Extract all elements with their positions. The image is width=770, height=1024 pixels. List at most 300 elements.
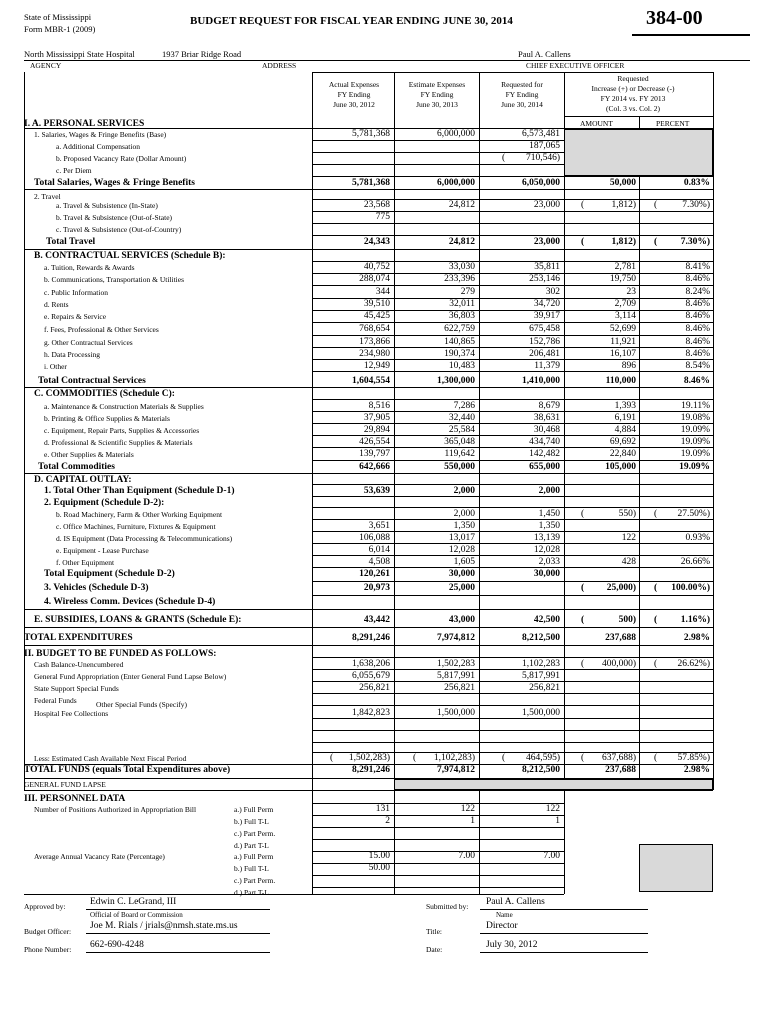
- row-label: E. SUBSIDIES, LOANS & GRANTS (Schedule E):: [34, 615, 242, 625]
- paren-c4: (: [581, 615, 585, 625]
- grid-line: [312, 567, 713, 568]
- submitted-name: Paul A. Callens: [486, 897, 545, 907]
- personnel-cell-c1: 2: [385, 816, 390, 826]
- cell-c4: 110,000: [605, 376, 636, 386]
- shaded-cell: [394, 779, 713, 790]
- cell-c3: 464,595): [525, 753, 560, 763]
- row-label: Total Equipment (Schedule D-2): [44, 569, 175, 579]
- row-label: Hospital Fee Collections: [34, 709, 109, 718]
- row-label: a. Additional Compensation: [56, 142, 140, 151]
- cell-c3: 8,212,500: [522, 633, 560, 643]
- cell-c2: 10,483: [448, 361, 475, 371]
- form-number: 384-00: [646, 7, 703, 29]
- cell-c5: 100.00%): [671, 583, 710, 593]
- row-label: g. Other Contractual Services: [44, 338, 133, 347]
- paren-c5: (: [654, 200, 658, 210]
- row-label: B. CONTRACTUAL SERVICES (Schedule B):: [34, 251, 226, 261]
- cell-c4: 25,000): [606, 583, 636, 593]
- cell-c4: 1,393: [614, 401, 636, 411]
- grid-line: [312, 595, 713, 596]
- cell-c5: 19.09%: [680, 437, 710, 447]
- row-label: 4. Wireless Comm. Devices (Schedule D-4): [44, 597, 216, 607]
- cell-c5: 26.66%: [680, 557, 710, 567]
- cell-c5: 19.08%: [680, 413, 710, 423]
- cell-c1: 40,752: [363, 262, 390, 272]
- cell-c2: 24,812: [448, 200, 475, 210]
- cell-c3: 38,631: [533, 413, 560, 423]
- cell-c2: 2,000: [453, 509, 475, 519]
- grid-line: [312, 399, 713, 400]
- grid-line: [312, 627, 713, 628]
- cell-c3: 206,481: [529, 349, 560, 359]
- cell-c1: 120,261: [359, 569, 390, 579]
- cell-c1: 768,654: [359, 324, 390, 334]
- row-label: II. BUDGET TO BE FUNDED AS FOLLOWS:: [24, 649, 217, 659]
- cell-c1: 53,639: [363, 486, 390, 496]
- grid-line: [24, 645, 313, 646]
- grid-line: [479, 790, 480, 894]
- cell-c2: 43,000: [448, 615, 475, 625]
- personnel-cell-c3: 7.00: [543, 851, 560, 861]
- cell-c2: 1,605: [453, 557, 475, 567]
- cell-c1: 139,797: [359, 449, 390, 459]
- agency-label: AGENCY: [30, 61, 62, 70]
- row-label: Federal Funds: [34, 696, 77, 705]
- grid-line: [312, 827, 564, 828]
- date-value: July 30, 2012: [486, 940, 538, 950]
- grid-line: [564, 116, 713, 117]
- cell-c5: 7.30%): [680, 237, 710, 247]
- personnel-row-label: c.) Part Perm.: [234, 876, 276, 885]
- cell-c3: 39,917: [533, 311, 560, 321]
- grid-line: [312, 839, 564, 840]
- cell-c4: 69,692: [609, 437, 636, 447]
- cell-c3: 42,500: [533, 615, 560, 625]
- grid-line: [312, 335, 713, 336]
- grid-line: [312, 484, 713, 485]
- grid-line: [394, 72, 395, 790]
- cell-c1: 775: [375, 212, 390, 222]
- grid-line: [312, 851, 564, 852]
- row-label: State Support Special Funds: [34, 684, 119, 693]
- grid-line: [312, 359, 713, 360]
- cell-c5: 8.46%: [685, 299, 710, 309]
- paren-c3: (: [502, 153, 506, 163]
- cell-c1: 8,291,246: [352, 765, 390, 775]
- grid-line: [312, 447, 713, 448]
- cell-c4: 3,114: [614, 311, 636, 321]
- grid-line: [312, 285, 713, 286]
- personnel-cell-c3: 1: [555, 816, 560, 826]
- cell-c1: 45,425: [363, 311, 390, 321]
- paren-c4: (: [581, 583, 585, 593]
- cell-c1: 173,866: [359, 337, 390, 347]
- grid-line: [312, 815, 564, 816]
- row-label: d. Professional & Scientific Supplies & Materials: [44, 438, 193, 447]
- grid-line: [312, 435, 713, 436]
- cell-c3: 1,410,000: [522, 376, 560, 386]
- cell-c3: 302: [545, 287, 560, 297]
- cell-c1: 24,343: [363, 237, 390, 247]
- cell-c3: 30,000: [533, 569, 560, 579]
- cell-c3: 34,720: [533, 299, 560, 309]
- grid-line: [564, 790, 565, 894]
- cell-c1: 288,074: [359, 274, 390, 284]
- cell-c5: 8.46%: [685, 349, 710, 359]
- cell-c1: 426,554: [359, 437, 390, 447]
- grid-line: [312, 645, 713, 646]
- phone-label: Phone Number:: [24, 945, 72, 954]
- phone-value: 662-690-4248: [90, 940, 144, 950]
- row-label: c. Travel & Subsistence (Out-of-Country): [56, 225, 182, 234]
- approved-label: Approved by:: [24, 902, 66, 911]
- cell-c4: 11,921: [610, 337, 636, 347]
- row-label: d. Rents: [44, 300, 69, 309]
- cell-c2: 36,803: [448, 311, 475, 321]
- row-label: Total Commodities: [38, 462, 115, 472]
- row-label: GENERAL FUND LAPSE: [24, 780, 106, 789]
- ceo-label: CHIEF EXECUTIVE OFFICER: [526, 61, 625, 70]
- title-label: Title:: [426, 927, 442, 936]
- grid-line: [312, 531, 713, 532]
- cell-c2: 233,396: [444, 274, 475, 284]
- personnel-row-label: b.) Full T-L: [234, 817, 269, 826]
- cell-c4: 237,688: [605, 633, 636, 643]
- cell-c5: 8.54%: [685, 361, 710, 371]
- grid-line: [312, 211, 713, 212]
- row-label: I. A. PERSONAL SERVICES: [24, 119, 145, 129]
- paren-c4: (: [581, 753, 585, 763]
- grid-line: [312, 411, 713, 412]
- paren-c5: (: [654, 583, 658, 593]
- vacancy-label: Average Annual Vacancy Rate (Percentage): [34, 852, 165, 861]
- row-label: TOTAL FUNDS (equals Total Expenditures above): [24, 765, 231, 775]
- cell-c1: 5,781,368: [352, 178, 390, 188]
- personnel-cell-c3: 122: [545, 804, 560, 814]
- cell-c1: 1,842,823: [352, 708, 390, 718]
- cell-c2: 190,374: [444, 349, 475, 359]
- paren-c5: (: [654, 615, 658, 625]
- grid-line: [564, 72, 565, 790]
- row-label: a. Tuition, Rewards & Awards: [44, 263, 135, 272]
- grid-line: [312, 718, 713, 719]
- cell-c2: 7,974,812: [437, 765, 475, 775]
- grid-line: [312, 790, 313, 894]
- grid-line: [312, 693, 713, 694]
- grid-line: [24, 72, 25, 790]
- cell-c5: 19.09%: [679, 462, 710, 472]
- row-label: Less: Estimated Cash Available Next Fiscal Period: [34, 754, 187, 763]
- grid-line: [312, 803, 564, 804]
- cell-c4: 50,000: [609, 178, 636, 188]
- shaded-cell: [564, 129, 713, 176]
- cell-c2: 13,017: [448, 533, 475, 543]
- cell-c3: 253,146: [529, 274, 560, 284]
- cell-c5: 26.62%): [677, 659, 710, 669]
- cell-c1: 20,973: [363, 583, 390, 593]
- submitted-label: Submitted by:: [426, 902, 469, 911]
- other-special-funds-label: Other Special Funds (Specify): [96, 700, 188, 709]
- row-label: f. Other Equipment: [56, 558, 115, 567]
- row-label: e. Repairs & Service: [44, 312, 107, 321]
- personnel-cell-c1: 15.00: [368, 851, 390, 861]
- row-label: c. Per Diem: [56, 166, 92, 175]
- cell-c1: 39,510: [363, 299, 390, 309]
- grid-line: [312, 249, 713, 250]
- col4-header: Requested Increase (+) or Decrease (-) FY 2014 vs. FY 2013 (Col. 3 vs. Col. 2): [591, 74, 675, 113]
- row-label: c. Public Information: [44, 288, 108, 297]
- grid-line: [312, 863, 564, 864]
- cell-c2: 365,048: [444, 437, 475, 447]
- grid-line: [312, 742, 713, 743]
- grid-line: [312, 519, 713, 520]
- grid-line: [312, 235, 713, 236]
- cell-c2: 24,812: [448, 237, 475, 247]
- cell-c5: 8.46%: [685, 324, 710, 334]
- cell-c5: 19.09%: [680, 425, 710, 435]
- row-label: C. COMMODITIES (Schedule C):: [34, 389, 175, 399]
- cell-c4: 428: [621, 557, 636, 567]
- row-label: i. Other: [44, 362, 67, 371]
- grid-line: [639, 116, 640, 790]
- row-label: General Fund Appropriation (Enter General Fund Lapse Below): [34, 672, 227, 681]
- shaded-cell: [639, 844, 713, 892]
- approved-sub: Official of Board or Commission: [90, 911, 183, 919]
- grid-line: [312, 730, 713, 731]
- cell-c2: 256,821: [444, 683, 475, 693]
- amount-header: AMOUNT: [580, 119, 613, 128]
- cell-c1: 344: [375, 287, 390, 297]
- cell-c3: 710,546): [525, 153, 560, 163]
- grid-line: [312, 371, 713, 372]
- cell-c3: 187,065: [529, 141, 560, 151]
- cell-c3: 8,679: [538, 401, 560, 411]
- cell-c3: 30,468: [533, 425, 560, 435]
- cell-c5: 19.09%: [680, 449, 710, 459]
- grid-line: [312, 581, 713, 582]
- cell-c4: 1,812): [611, 200, 636, 210]
- cell-c1: 23,568: [363, 200, 390, 210]
- percent-header: PERCENT: [656, 119, 690, 128]
- paren-c3: (: [502, 753, 506, 763]
- personnel-cell-c2: 122: [460, 804, 475, 814]
- grid-line: [24, 189, 313, 190]
- cell-c1: 4,508: [368, 557, 390, 567]
- row-label: f. Fees, Professional & Other Services: [44, 325, 159, 334]
- cell-c1: 29,894: [363, 425, 390, 435]
- grid-line: [312, 875, 564, 876]
- cell-c2: 1,500,000: [437, 708, 475, 718]
- grid-line: [312, 473, 713, 474]
- cell-c3: 23,000: [533, 200, 560, 210]
- paren-c4: (: [581, 200, 585, 210]
- cell-c3: 2,000: [538, 486, 560, 496]
- cell-c3: 23,000: [533, 237, 560, 247]
- cell-c2: 33,030: [448, 262, 475, 272]
- cell-c5: 19.11%: [681, 401, 710, 411]
- cell-c2: 25,000: [448, 583, 475, 593]
- personnel-cell-c1: 50.00: [368, 863, 390, 873]
- grid-line: [312, 322, 713, 323]
- personnel-title: III. PERSONNEL DATA: [24, 794, 126, 804]
- row-label: 1. Total Other Than Equipment (Schedule D-1): [44, 486, 235, 496]
- title-value: Director: [486, 921, 518, 931]
- personnel-row-label: a.) Full Perm: [234, 805, 274, 814]
- grid-line: [312, 507, 713, 508]
- col3-header: Requested for FY Ending June 30, 2014: [501, 80, 543, 109]
- grid-line: [24, 609, 313, 610]
- row-label: c. Office Machines, Furniture, Fixtures & Equipment: [56, 522, 216, 531]
- cell-c3: 142,482: [529, 449, 560, 459]
- cell-c4: 105,000: [605, 462, 636, 472]
- paren-c5: (: [654, 509, 658, 519]
- budget-officer-label: Budget Officer:: [24, 927, 72, 936]
- submitted-sub: Name: [496, 911, 513, 919]
- cell-c5: 8.41%: [685, 262, 710, 272]
- cell-c4: 23: [626, 287, 636, 297]
- row-label: b. Travel & Subsistence (Out-of-State): [56, 213, 173, 222]
- grid-line: [312, 72, 713, 73]
- cell-c4: 1,812): [611, 237, 636, 247]
- cell-c2: 12,028: [448, 545, 475, 555]
- cell-c2: 1,502,283: [437, 659, 475, 669]
- cell-c4: 400,000): [601, 659, 636, 669]
- cell-c2: 2,000: [453, 486, 475, 496]
- grid-line: [312, 669, 713, 670]
- form-label: Form MBR-1 (2009): [24, 24, 96, 34]
- personnel-row-label: a.) Full Perm: [234, 852, 274, 861]
- cell-c3: 6,573,481: [522, 129, 560, 139]
- grid-line: [312, 657, 713, 658]
- paren-c4: (: [581, 237, 585, 247]
- cell-c5: 27.50%): [677, 509, 710, 519]
- grid-line: [24, 790, 313, 791]
- cell-c4: 19,750: [609, 274, 636, 284]
- grid-line: [312, 347, 713, 348]
- row-label: 3. Vehicles (Schedule D-3): [44, 583, 149, 593]
- cell-c3: 1,102,283: [522, 659, 560, 669]
- cell-c4: 16,107: [609, 349, 636, 359]
- grid-line: [312, 543, 713, 544]
- cell-c1: 1,604,554: [352, 376, 390, 386]
- row-label: e. Equipment - Lease Purchase: [56, 546, 149, 555]
- grid-line: [312, 555, 713, 556]
- grid-line: [24, 778, 313, 779]
- cell-c2: 1,102,283): [433, 753, 475, 763]
- cell-c4: 896: [621, 361, 636, 371]
- cell-c5: 8.46%: [685, 274, 710, 284]
- budget-officer-value: Joe M. Rials / jrials@nmsh.state.ms.us: [90, 921, 238, 931]
- col2-header: Estimate Expenses FY Ending June 30, 2013: [408, 80, 466, 109]
- cell-c2: 32,011: [449, 299, 475, 309]
- col1-header: Actual Expenses FY Ending June 30, 2012: [328, 80, 380, 109]
- cell-c3: 35,811: [534, 262, 560, 272]
- cell-c5: 8.46%: [685, 337, 710, 347]
- cell-c4: 22,840: [609, 449, 636, 459]
- cell-c5: 8.46%: [685, 311, 710, 321]
- cell-c1: 43,442: [363, 615, 390, 625]
- cell-c2: 6,000,000: [437, 178, 475, 188]
- cell-c5: 8.24%: [685, 287, 710, 297]
- cell-c3: 12,028: [533, 545, 560, 555]
- grid-line: [312, 790, 713, 791]
- grid-line: [312, 887, 564, 888]
- cell-c4: 52,699: [609, 324, 636, 334]
- cell-c5: 57.85%): [677, 753, 710, 763]
- grid-line: [312, 189, 713, 190]
- cell-c4: 550): [618, 509, 636, 519]
- cell-c4: 2,709: [614, 299, 636, 309]
- page-title: BUDGET REQUEST FOR FISCAL YEAR ENDING JUNE 30, 2014: [190, 15, 513, 27]
- personnel-row-label: c.) Part Perm.: [234, 829, 276, 838]
- grid-line: [394, 790, 395, 894]
- row-label: 2. Travel: [34, 192, 61, 201]
- cell-c1: 1,502,283): [348, 753, 390, 763]
- cell-c3: 1,350: [538, 521, 560, 531]
- row-label: a. Maintenance & Construction Materials & Supplies: [44, 402, 204, 411]
- grid-line: [312, 705, 713, 706]
- cell-c3: 434,740: [529, 437, 560, 447]
- cell-c1: 37,905: [363, 413, 390, 423]
- grid-line: [312, 423, 713, 424]
- cell-c5: 8.46%: [683, 376, 710, 386]
- row-label: TOTAL EXPENDITURES: [24, 633, 133, 643]
- cell-c5: 7.30%): [682, 200, 710, 210]
- cell-c1: 8,516: [368, 401, 390, 411]
- cell-c1: 6,014: [368, 545, 390, 555]
- cell-c1: 256,821: [359, 683, 390, 693]
- row-label: Cash Balance-Unencumbered: [34, 660, 124, 669]
- personnel-row-label: b.) Full T-L: [234, 864, 269, 873]
- cell-c1: 6,055,679: [352, 671, 390, 681]
- row-label: Total Travel: [46, 237, 96, 247]
- grid-line: [312, 387, 713, 388]
- personnel-cell-c2: 7.00: [458, 851, 475, 861]
- cell-c5: 1.16%): [680, 615, 710, 625]
- address-label: ADDRESS: [262, 61, 297, 70]
- cell-c2: 7,286: [453, 401, 475, 411]
- cell-c3: 5,817,991: [522, 671, 560, 681]
- grid-line: [479, 72, 480, 790]
- row-label: b. Proposed Vacancy Rate (Dollar Amount): [56, 154, 187, 163]
- cell-c2: 7,974,812: [437, 633, 475, 643]
- cell-c1: 106,088: [359, 533, 390, 543]
- cell-c2: 550,000: [444, 462, 475, 472]
- row-label: 1. Salaries, Wages & Fringe Benefits (Base): [34, 130, 167, 139]
- cell-c2: 1,300,000: [437, 376, 475, 386]
- date-label: Date:: [426, 945, 443, 954]
- cell-c1: 5,781,368: [352, 129, 390, 139]
- cell-c2: 279: [460, 287, 475, 297]
- cell-c5: 0.93%: [685, 533, 710, 543]
- cell-c3: 1,450: [538, 509, 560, 519]
- cell-c3: 256,821: [529, 683, 560, 693]
- cell-c4: 237,688: [605, 765, 636, 775]
- row-label: a. Travel & Subsistence (In-State): [56, 201, 158, 210]
- agency-name: North Mississippi State Hospital: [24, 49, 135, 59]
- personnel-cell-c2: 1: [470, 816, 475, 826]
- agency-address: 1937 Briar Ridge Road: [162, 49, 242, 59]
- grid-line: [312, 496, 713, 497]
- ceo-name: Paul A. Callens: [518, 49, 571, 59]
- cell-c4: 2,781: [614, 262, 636, 272]
- cell-c4: 637,688): [601, 753, 636, 763]
- cell-c3: 1,500,000: [522, 708, 560, 718]
- grid-line: [312, 176, 713, 177]
- cell-c2: 119,642: [444, 449, 475, 459]
- cell-c2: 30,000: [448, 569, 475, 579]
- paren-c4: (: [581, 659, 585, 669]
